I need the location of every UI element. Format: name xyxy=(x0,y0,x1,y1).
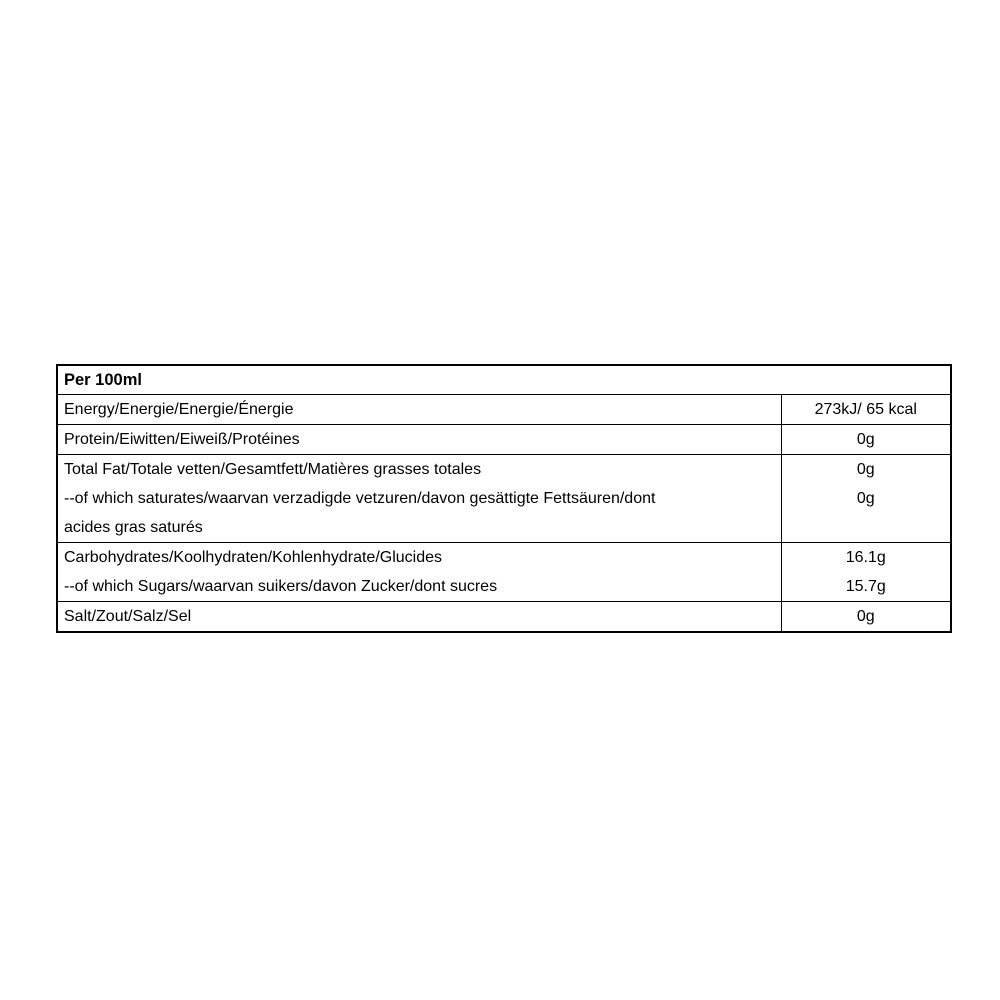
total-fat-label: Total Fat/Totale vetten/Gesamtfett/Matières grasses totales xyxy=(64,461,482,478)
table-header-row xyxy=(57,365,951,395)
carb-group-values xyxy=(781,543,951,602)
fat-group-spacer xyxy=(782,513,951,542)
fat-group-labels xyxy=(57,455,781,543)
saturates-value: 0g xyxy=(856,490,875,507)
energy-value: 273kJ/ 65 kcal xyxy=(781,395,951,425)
carbohydrates-label: Carbohydrates/Koolhydraten/Kohlenhydrate/Glucides xyxy=(64,549,443,566)
table-row-salt xyxy=(57,602,951,633)
table-row-protein xyxy=(57,425,951,455)
salt-label: Salt/Zout/Salz/Sel xyxy=(57,602,781,633)
protein-value: 0g xyxy=(781,425,951,455)
saturates-label: --of which saturates/waarvan verzadigde vetzuren/davon gesättigte Fettsäuren/dont xyxy=(64,490,656,507)
table-row-fat-group xyxy=(57,455,951,543)
sugars-label: --of which Sugars/waarvan suikers/davon Zucker/dont sucres xyxy=(64,578,498,595)
fat-group-values xyxy=(781,455,951,543)
carb-group-labels xyxy=(57,543,781,602)
saturates-label-continued: acides gras saturés xyxy=(64,519,203,536)
nutrition-table xyxy=(56,364,952,633)
energy-label: Energy/Energie/Energie/Énergie xyxy=(57,395,781,425)
table-row-carb-group xyxy=(57,543,951,602)
table-header-per-100ml: Per 100ml xyxy=(57,365,951,395)
carbohydrates-value: 16.1g xyxy=(845,549,886,566)
total-fat-value: 0g xyxy=(856,461,875,478)
protein-label: Protein/Eiwitten/Eiweiß/Protéines xyxy=(57,425,781,455)
sugars-value: 15.7g xyxy=(845,578,886,595)
table-row-energy xyxy=(57,395,951,425)
salt-value: 0g xyxy=(781,602,951,633)
